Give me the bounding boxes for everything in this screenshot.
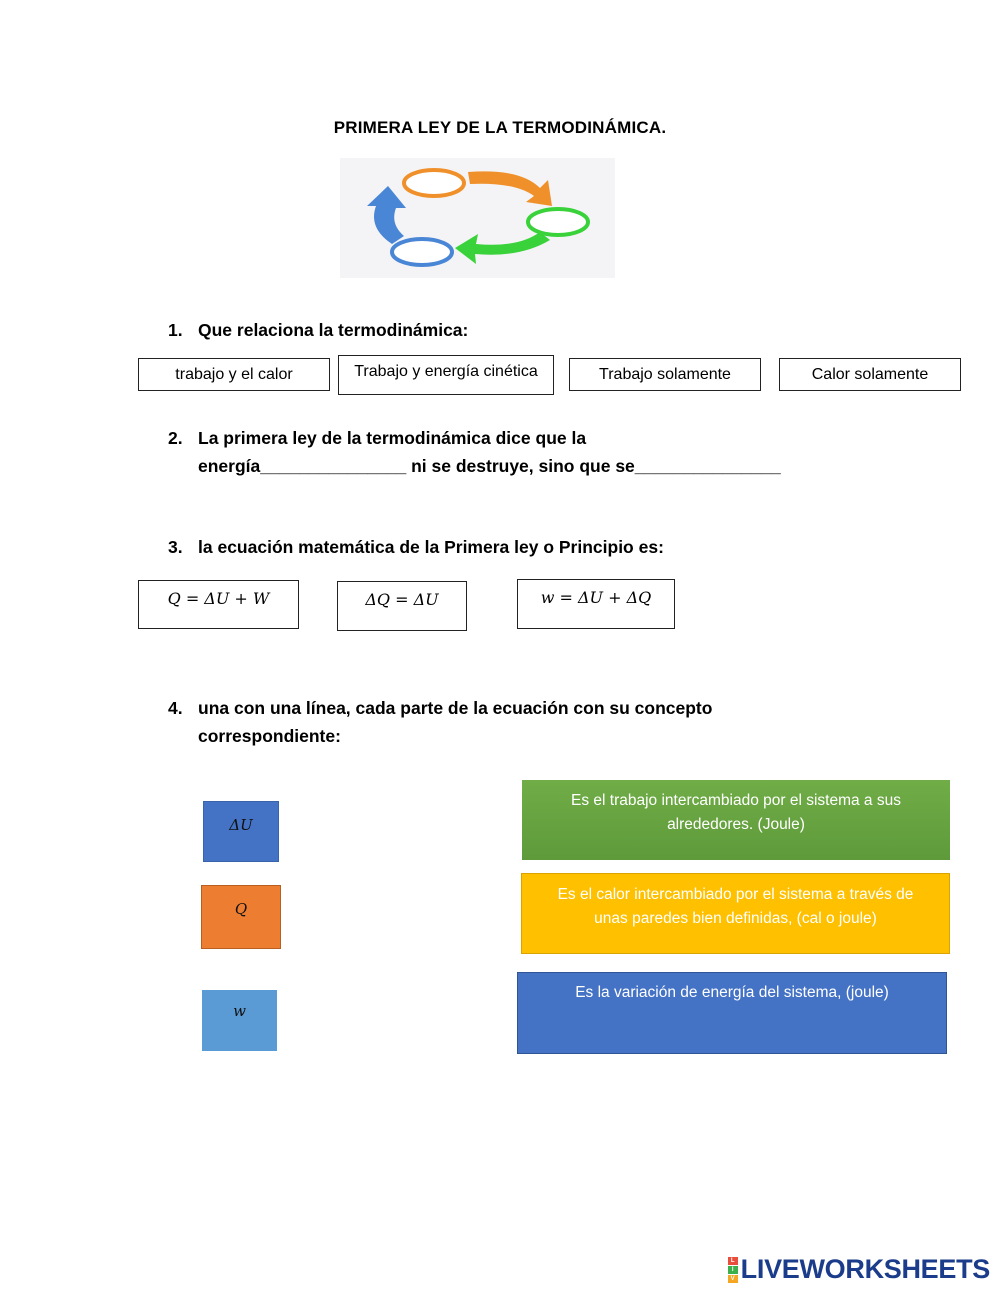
q3-equation-3[interactable]: w = ΔU + ΔQ [517,579,675,629]
question-4-number: 4. [168,698,183,718]
q1-option-3[interactable]: Trabajo solamente [569,358,761,391]
q3-equation-2[interactable]: ΔQ = ΔU [337,581,467,631]
logo-tile-i: I [728,1266,738,1274]
question-2 [168,424,948,484]
q1-option-2[interactable]: Trabajo y energía cinética [338,355,554,395]
question-3 [168,533,948,563]
orange-node [404,170,464,196]
question-3-text: la ecuación matemática de la Primera ley o Principio es: [198,537,664,557]
logo-text: LIVEWORKSHEETS [740,1254,990,1284]
question-4-line-2: correspondiente: [198,726,341,746]
logo-tile-v: V [728,1275,738,1283]
question-1 [168,316,948,346]
question-2-line-1: La primera ley de la termodinámica dice que la [198,428,587,448]
liveworksheets-logo [728,1254,990,1285]
question-1-number: 1. [168,320,183,340]
definition-energy-variation[interactable]: Es la variación de energía del sistema, (joule) [517,972,947,1054]
definition-work[interactable]: Es el trabajo intercambiado por el sistema a sus alrededores. (Joule) [522,780,950,860]
cycle-diagram [340,158,615,278]
q1-option-4[interactable]: Calor solamente [779,358,961,391]
q1-option-1[interactable]: trabajo y el calor [138,358,330,391]
symbol-q[interactable]: Q [201,885,281,949]
question-2-line-2[interactable]: energía_______________ ni se destruye, sino que se_______________ [198,456,781,476]
symbol-delta-u[interactable]: ΔU [203,801,279,862]
question-3-number: 3. [168,537,183,557]
question-2-number: 2. [168,428,183,448]
definition-heat[interactable]: Es el calor intercambiado por el sistema a través de unas paredes bien definidas, (cal o joule) [521,873,950,954]
blue-node [392,239,452,265]
green-node [528,209,588,235]
q3-equation-1[interactable]: Q = ΔU + W [138,580,299,629]
logo-tile-l: L [728,1257,738,1265]
question-4 [168,694,968,754]
logo-tiles [728,1257,738,1283]
question-1-text: Que relaciona la termodinámica: [198,320,469,340]
symbol-w[interactable]: w [202,990,277,1051]
page-title: PRIMERA LEY DE LA TERMODINÁMICA. [333,118,667,137]
question-4-line-1: una con una línea, cada parte de la ecuación con su concepto [198,698,713,718]
